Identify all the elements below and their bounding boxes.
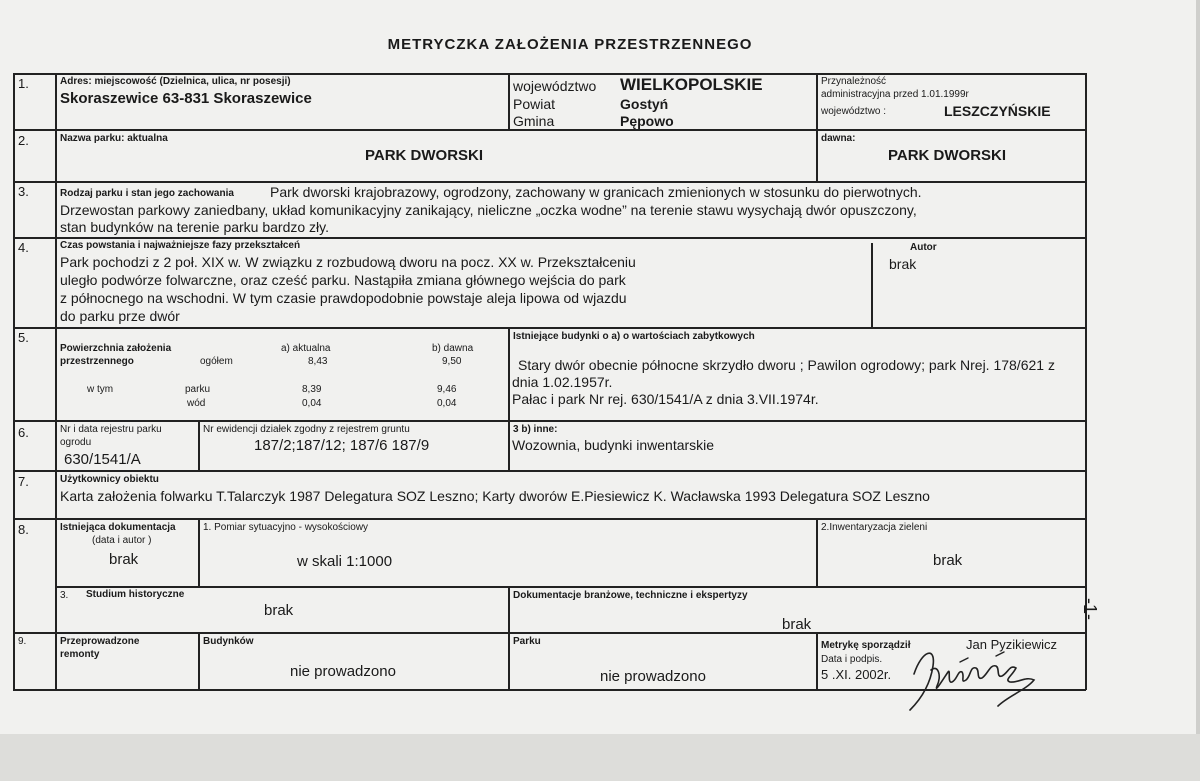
history-line-2: uległo podwórze folwarczne, oraz cześć parku. Nastąpiła zmiana głównego wejścia do park — [60, 272, 626, 288]
area-col-former: b) dawna — [432, 343, 474, 354]
buildings-renovation-value: nie prowadzono — [290, 663, 396, 680]
users-label: Użytkownicy obiektu — [60, 474, 159, 485]
date-value: 5 .XI. 2002r. — [821, 667, 892, 682]
buildings-label: Istniejące budynki o a) o wartościach zabytkowych — [513, 331, 755, 342]
prepared-by-label: Metrykę sporządził — [821, 640, 911, 651]
bottom-background — [0, 734, 1200, 781]
prepared-by-name: Jan Pyzikiewicz — [966, 637, 1058, 652]
gmina-value: Pępowo — [620, 113, 674, 129]
area-water-label: wód — [187, 398, 206, 409]
history-line-1: Park pochodzi z 2 poł. XIX w. W związku z rozbudową dworu na pocz. XX w. Przekształceniu — [60, 254, 636, 270]
register-label: Nr i data rejestru parku — [60, 424, 162, 435]
former-name-value: PARK DWORSKI — [888, 147, 1007, 164]
przynaleznosc-label: Przynależność — [821, 76, 887, 87]
other-buildings-value: Wozownia, budynki inwentarskie — [512, 437, 715, 453]
park-type-line-3: stan budynków na terenie parku bardzo zły. — [60, 219, 330, 235]
history-line-3: z północnego na wschodni. W tym czasie prawdopodobnie powstaje aleja lipowa od wjazdu — [60, 290, 627, 306]
documentation-sublabel: (data i autor ) — [92, 535, 152, 546]
register-value: 630/1541/A — [64, 451, 141, 468]
area-total-label: ogółem — [200, 356, 233, 367]
sheet-edge — [1196, 0, 1200, 734]
powiat-value: Gostyń — [620, 96, 669, 112]
history-label: Czas powstania i najważniejsze fazy przekształceń — [60, 240, 301, 251]
park-type-label: Rodzaj parku i stan jego zachowania — [60, 188, 234, 199]
area-label-2: przestrzennego — [60, 356, 134, 367]
area-park-former: 9,46 — [437, 384, 457, 395]
buildings-line-1: Stary dwór obecnie północne skrzydło dworu ; Pawilon ogrodowy; park Nrej. 178/621 z — [518, 357, 1055, 373]
row-number: 5. — [18, 330, 29, 345]
survey-value: w skali 1:1000 — [297, 553, 393, 570]
area-park-label: parku — [185, 384, 211, 395]
row-number: 2. — [18, 133, 29, 148]
park-type-line-2: Drzewostan parkowy zaniedbany, układ komunikacyjny zanikający, nieliczne „oczka wodne” na terenie stawu wysychają dwór opuszczony, — [60, 202, 917, 218]
przynaleznosc-woj-label: województwo : — [821, 106, 887, 117]
area-park-current: 8,39 — [302, 384, 322, 395]
former-name-label: dawna: — [821, 133, 856, 144]
form-title: METRYCZKA ZAŁOŻENIA PRZESTRZENNEGO — [387, 36, 753, 53]
plots-value: 187/2;187/12; 187/6 187/9 — [254, 437, 430, 454]
other-buildings-label: 3 b) inne: — [513, 424, 558, 435]
area-total-current: 8,43 — [308, 356, 328, 367]
park-renovation-label: Parku — [513, 636, 541, 647]
buildings-line-2: dnia 1.02.1957r. — [512, 374, 613, 390]
users-value: Karta założenia folwarku T.Talarczyk 1987 Delegatura SOZ Leszno; Karty dworów E.Piesiewicz K. Wacławska 1993 Delegatura SOZ Leszno — [60, 488, 930, 504]
historical-study-number: 3. — [60, 590, 69, 601]
row-number: 4. — [18, 240, 29, 255]
address-value: Skoraszewice 63-831 Skoraszewice — [60, 90, 312, 107]
area-including-label: w tym — [87, 384, 114, 395]
history-line-4: do parku prze dwór — [60, 308, 180, 324]
area-label: Powierzchnia założenia — [60, 343, 172, 354]
renovations-label-2: remonty — [60, 649, 100, 660]
row-number: 7. — [18, 474, 29, 489]
przynaleznosc-subtitle: administracyjna przed 1.01.1999r — [821, 89, 969, 100]
technical-docs-value: brak — [782, 616, 812, 633]
row-number: 1. — [18, 76, 29, 91]
buildings-renovation-label: Budynków — [203, 636, 254, 647]
greenery-inventory-value: brak — [933, 552, 963, 569]
register-label-2: ogrodu — [60, 437, 92, 448]
row-number: 3. — [18, 184, 29, 199]
documentation-value: brak — [109, 551, 139, 568]
park-name-value: PARK DWORSKI — [365, 147, 484, 164]
wojewodztwo-label: województwo — [513, 78, 597, 94]
page-number-note: -1- — [1080, 598, 1100, 620]
buildings-line-3: Pałac i park Nr rej. 630/1541/A z dnia 3.VII.1974r. — [512, 391, 819, 407]
row-number: 6. — [18, 425, 29, 440]
powiat-label: Powiat — [513, 96, 556, 112]
area-water-current: 0,04 — [302, 398, 322, 409]
technical-docs-label: Dokumentacje branżowe, techniczne i ekspertyzy — [513, 590, 748, 601]
historical-study-value: brak — [264, 602, 294, 619]
signature-image — [900, 636, 1045, 720]
area-col-current: a) aktualna — [281, 343, 331, 354]
author-label: Autor — [910, 242, 937, 253]
greenery-inventory-label: 2.Inwentaryzacja zieleni — [821, 522, 928, 533]
row-number: 9. — [18, 636, 27, 647]
date-signature-label: Data i podpis. — [821, 654, 883, 665]
address-label: Adres: miejscowość (Dzielnica, ulica, nr posesji) — [60, 76, 291, 87]
survey-label: 1. Pomiar sytuacyjno - wysokościowy — [203, 522, 369, 533]
przynaleznosc-value: LESZCZYŃSKIE — [944, 103, 1051, 119]
renovations-label: Przeprowadzone — [60, 636, 140, 647]
wojewodztwo-value: WIELKOPOLSKIE — [620, 75, 763, 94]
plots-label: Nr ewidencji działek zgodny z rejestrem gruntu — [203, 424, 410, 435]
park-name-label: Nazwa parku: aktualna — [60, 133, 168, 144]
area-water-former: 0,04 — [437, 398, 457, 409]
documentation-label: Istniejąca dokumentacja — [60, 522, 176, 533]
author-value: brak — [889, 256, 917, 272]
area-total-former: 9,50 — [442, 356, 462, 367]
row-number: 8. — [18, 522, 29, 537]
park-renovation-value: nie prowadzono — [600, 668, 706, 685]
historical-study-label: Studium historyczne — [86, 589, 185, 600]
gmina-label: Gmina — [513, 113, 555, 129]
park-type-line-1: Park dworski krajobrazowy, ogrodzony, zachowany w granicach zmienionych w stosunku do pierwotnych. — [270, 184, 922, 200]
